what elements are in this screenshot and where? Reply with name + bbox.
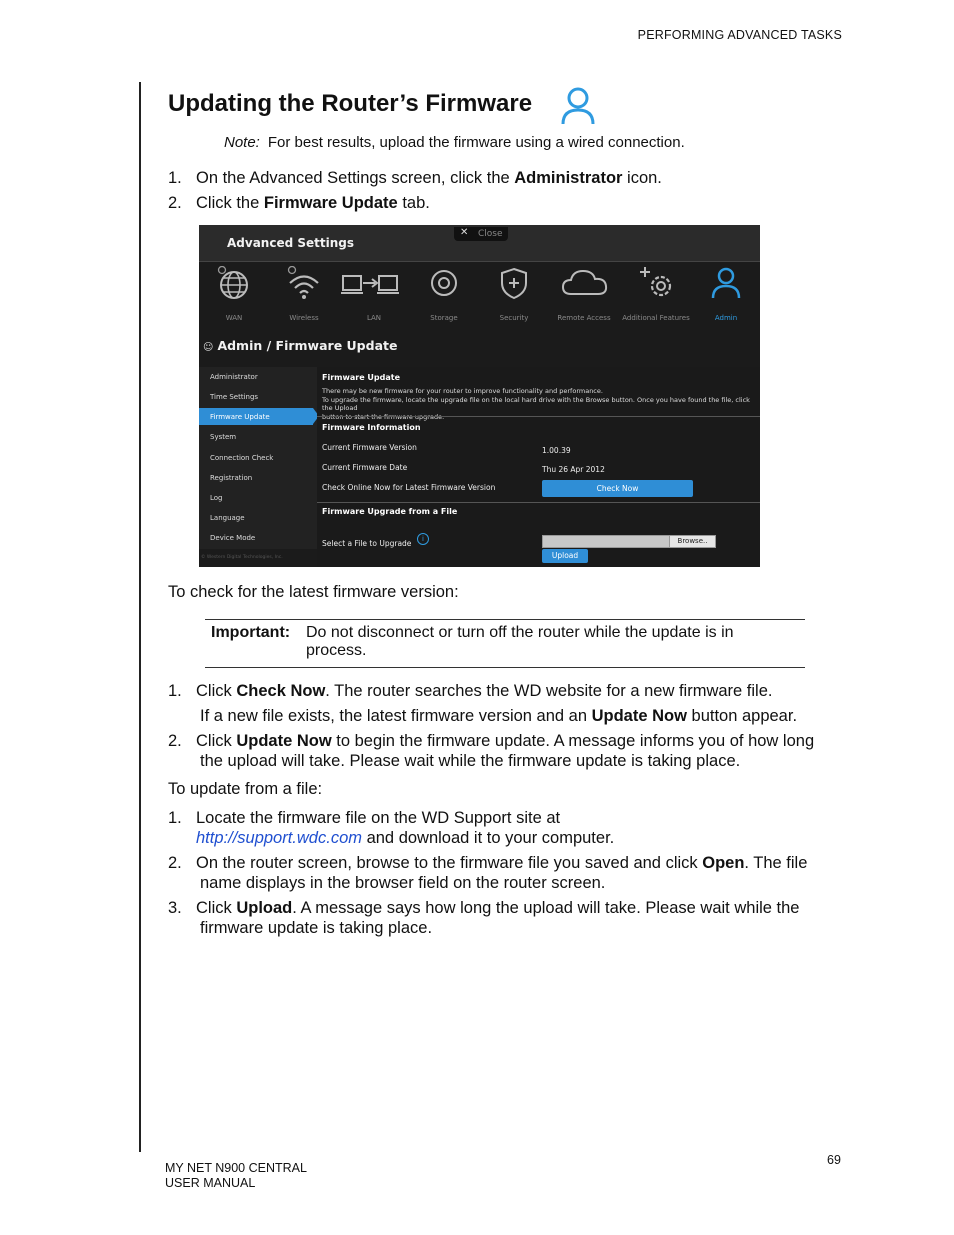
- step-b1-sub: If a new file exists, the latest firmware version and an Update Now button appear.: [200, 707, 798, 725]
- step-text: On the Advanced Settings screen, click the Administrator icon.: [196, 169, 662, 187]
- nav-icon-bar: [199, 262, 760, 326]
- step-a2: [168, 193, 828, 213]
- current-version-label: Current Firmware Version: [322, 443, 417, 452]
- current-date-label: Current Firmware Date: [322, 463, 408, 472]
- lan-icon: [339, 266, 405, 300]
- nav-label: Security: [499, 314, 529, 322]
- info-icon[interactable]: i: [417, 533, 429, 545]
- divider: [317, 502, 760, 503]
- important-text: Do not disconnect or turn off the router while the update is in process.: [306, 624, 734, 659]
- admin-section-title: ☺ Admin / Firmware Update: [203, 338, 398, 353]
- fw-update-heading: Firmware Update: [322, 373, 401, 382]
- storage-icon: [427, 266, 461, 300]
- user-icon: ☺: [203, 342, 214, 353]
- close-icon: ✕: [460, 227, 469, 238]
- running-header: PERFORMING ADVANCED TASKS: [637, 28, 842, 42]
- footer-product-name: MY NET N900 CENTRAL: [165, 1161, 307, 1175]
- nav-wireless[interactable]: [279, 262, 329, 342]
- step-b1: [168, 681, 848, 701]
- nav-label: Storage: [430, 314, 458, 322]
- admin-person-icon: [560, 86, 596, 126]
- fw-info-heading: Firmware Information: [322, 423, 421, 432]
- sidebar-item-language[interactable]: Language: [210, 514, 245, 522]
- support-link[interactable]: http://support.wdc.com: [196, 829, 362, 847]
- person-icon: [709, 266, 743, 300]
- nav-remote-access[interactable]: [559, 262, 609, 342]
- close-button[interactable]: [454, 227, 508, 241]
- step-b2: [168, 731, 848, 771]
- step-number: 1.: [168, 682, 182, 700]
- cloud-icon: [561, 266, 609, 300]
- nav-lan[interactable]: [339, 262, 409, 342]
- step-text: Click Upload. A message says how long the upload will take. Please wait while the: [196, 899, 800, 917]
- footer-product: [165, 1161, 307, 1191]
- file-path-field[interactable]: [542, 535, 670, 548]
- fw-update-desc: There may be new firmware for your router to improve functionality and performance. To upgrade the firmware, locate the upgrade file on the local hard drive with the Browse button. Once you have found the file, click the Upload: [322, 387, 750, 412]
- step-number: 2.: [168, 194, 182, 212]
- current-version-value: 1.00.39: [542, 446, 571, 455]
- page-number: 69: [827, 1153, 841, 1167]
- sidebar-item-firmware-update[interactable]: Firmware Update: [210, 413, 270, 421]
- nav-label: Admin: [714, 314, 738, 322]
- select-file-label: Select a File to Upgrade: [322, 539, 412, 548]
- important-box: [205, 619, 805, 668]
- margin-rule: [139, 82, 141, 1152]
- nav-admin[interactable]: [701, 262, 751, 342]
- sidebar-item-administrator[interactable]: Administrator: [210, 373, 258, 381]
- step-number: 2.: [168, 854, 182, 872]
- step-c1: 1. Locate the firmware file on the WD Support site at http://support.wdc.com and download it to your computer.: [168, 808, 848, 848]
- step-text: Click the Firmware Update tab.: [196, 194, 430, 212]
- gear-plus-icon: [639, 266, 679, 302]
- step-number: 1.: [168, 809, 182, 827]
- close-label: Close: [478, 229, 503, 239]
- important-label: Important:: [211, 624, 291, 641]
- footer-doc-name: USER MANUAL: [165, 1176, 256, 1190]
- sidebar-item-connection-check[interactable]: Connection Check: [210, 454, 274, 462]
- nav-wan[interactable]: [209, 262, 259, 342]
- note-text: For best results, upload the firmware using a wired connection.: [267, 134, 685, 151]
- copyright: © Western Digital Technologies, Inc.: [201, 555, 283, 560]
- nav-additional-features[interactable]: [622, 262, 690, 342]
- window-title: Advanced Settings: [227, 236, 355, 250]
- step-text-line2: the upload will take. Please wait while the firmware update is taking place.: [200, 752, 741, 770]
- note-label: Note:: [224, 134, 260, 151]
- admin-sidebar: [199, 367, 317, 549]
- step-text: Locate the firmware file on the WD Support site at: [196, 809, 561, 827]
- router-screenshot: [199, 225, 760, 567]
- step-number: 3.: [168, 899, 182, 917]
- check-online-label: Check Online Now for Latest Firmware Version: [322, 483, 496, 492]
- nav-label: LAN: [366, 314, 382, 322]
- upgrade-heading: Firmware Upgrade from a File: [322, 507, 458, 516]
- step-text-line2: name displays in the browser field on the router screen.: [200, 874, 606, 892]
- window-titlebar: [199, 225, 760, 262]
- step-c3: [168, 898, 848, 938]
- divider: [317, 416, 760, 417]
- nav-storage[interactable]: [419, 262, 469, 342]
- sidebar-item-system[interactable]: System: [210, 433, 237, 441]
- step-text: Click Update Now to begin the firmware update. A message informs you of how long: [196, 732, 815, 750]
- step-number: 2.: [168, 732, 182, 750]
- nav-label: Wireless: [289, 314, 319, 322]
- file-intro: To update from a file:: [168, 780, 323, 798]
- sidebar-item-registration[interactable]: Registration: [210, 474, 253, 482]
- sidebar-item-log[interactable]: Log: [210, 494, 223, 502]
- current-date-value: Thu 26 Apr 2012: [542, 465, 605, 474]
- page-title: Updating the Router’s Firmware: [168, 90, 533, 117]
- step-number: 1.: [168, 169, 182, 187]
- step-text: Click Check Now. The router searches the WD website for a new firmware file.: [196, 682, 773, 700]
- wifi-icon: [287, 266, 321, 300]
- note: [224, 134, 685, 151]
- nav-label: Remote Access: [557, 314, 611, 322]
- nav-security[interactable]: [489, 262, 539, 342]
- nav-label: WAN: [225, 314, 243, 322]
- nav-label: Additional Features: [622, 314, 690, 322]
- sidebar-item-device-mode[interactable]: Device Mode: [210, 534, 256, 542]
- upload-button[interactable]: Upload: [542, 549, 588, 563]
- sidebar-item-time-settings[interactable]: Time Settings: [210, 393, 259, 401]
- globe-icon: [217, 266, 251, 300]
- step-text: On the router screen, browse to the firmware file you saved and click Open. The file: [196, 854, 808, 872]
- step-text-line2: firmware update is taking place.: [200, 919, 433, 937]
- shield-icon: [497, 266, 531, 300]
- step-c2: [168, 853, 848, 893]
- check-intro: To check for the latest firmware version:: [168, 583, 459, 601]
- check-now-button[interactable]: Check Now: [542, 480, 693, 497]
- step-a1: [168, 168, 828, 188]
- browse-button[interactable]: Browse..: [669, 535, 716, 548]
